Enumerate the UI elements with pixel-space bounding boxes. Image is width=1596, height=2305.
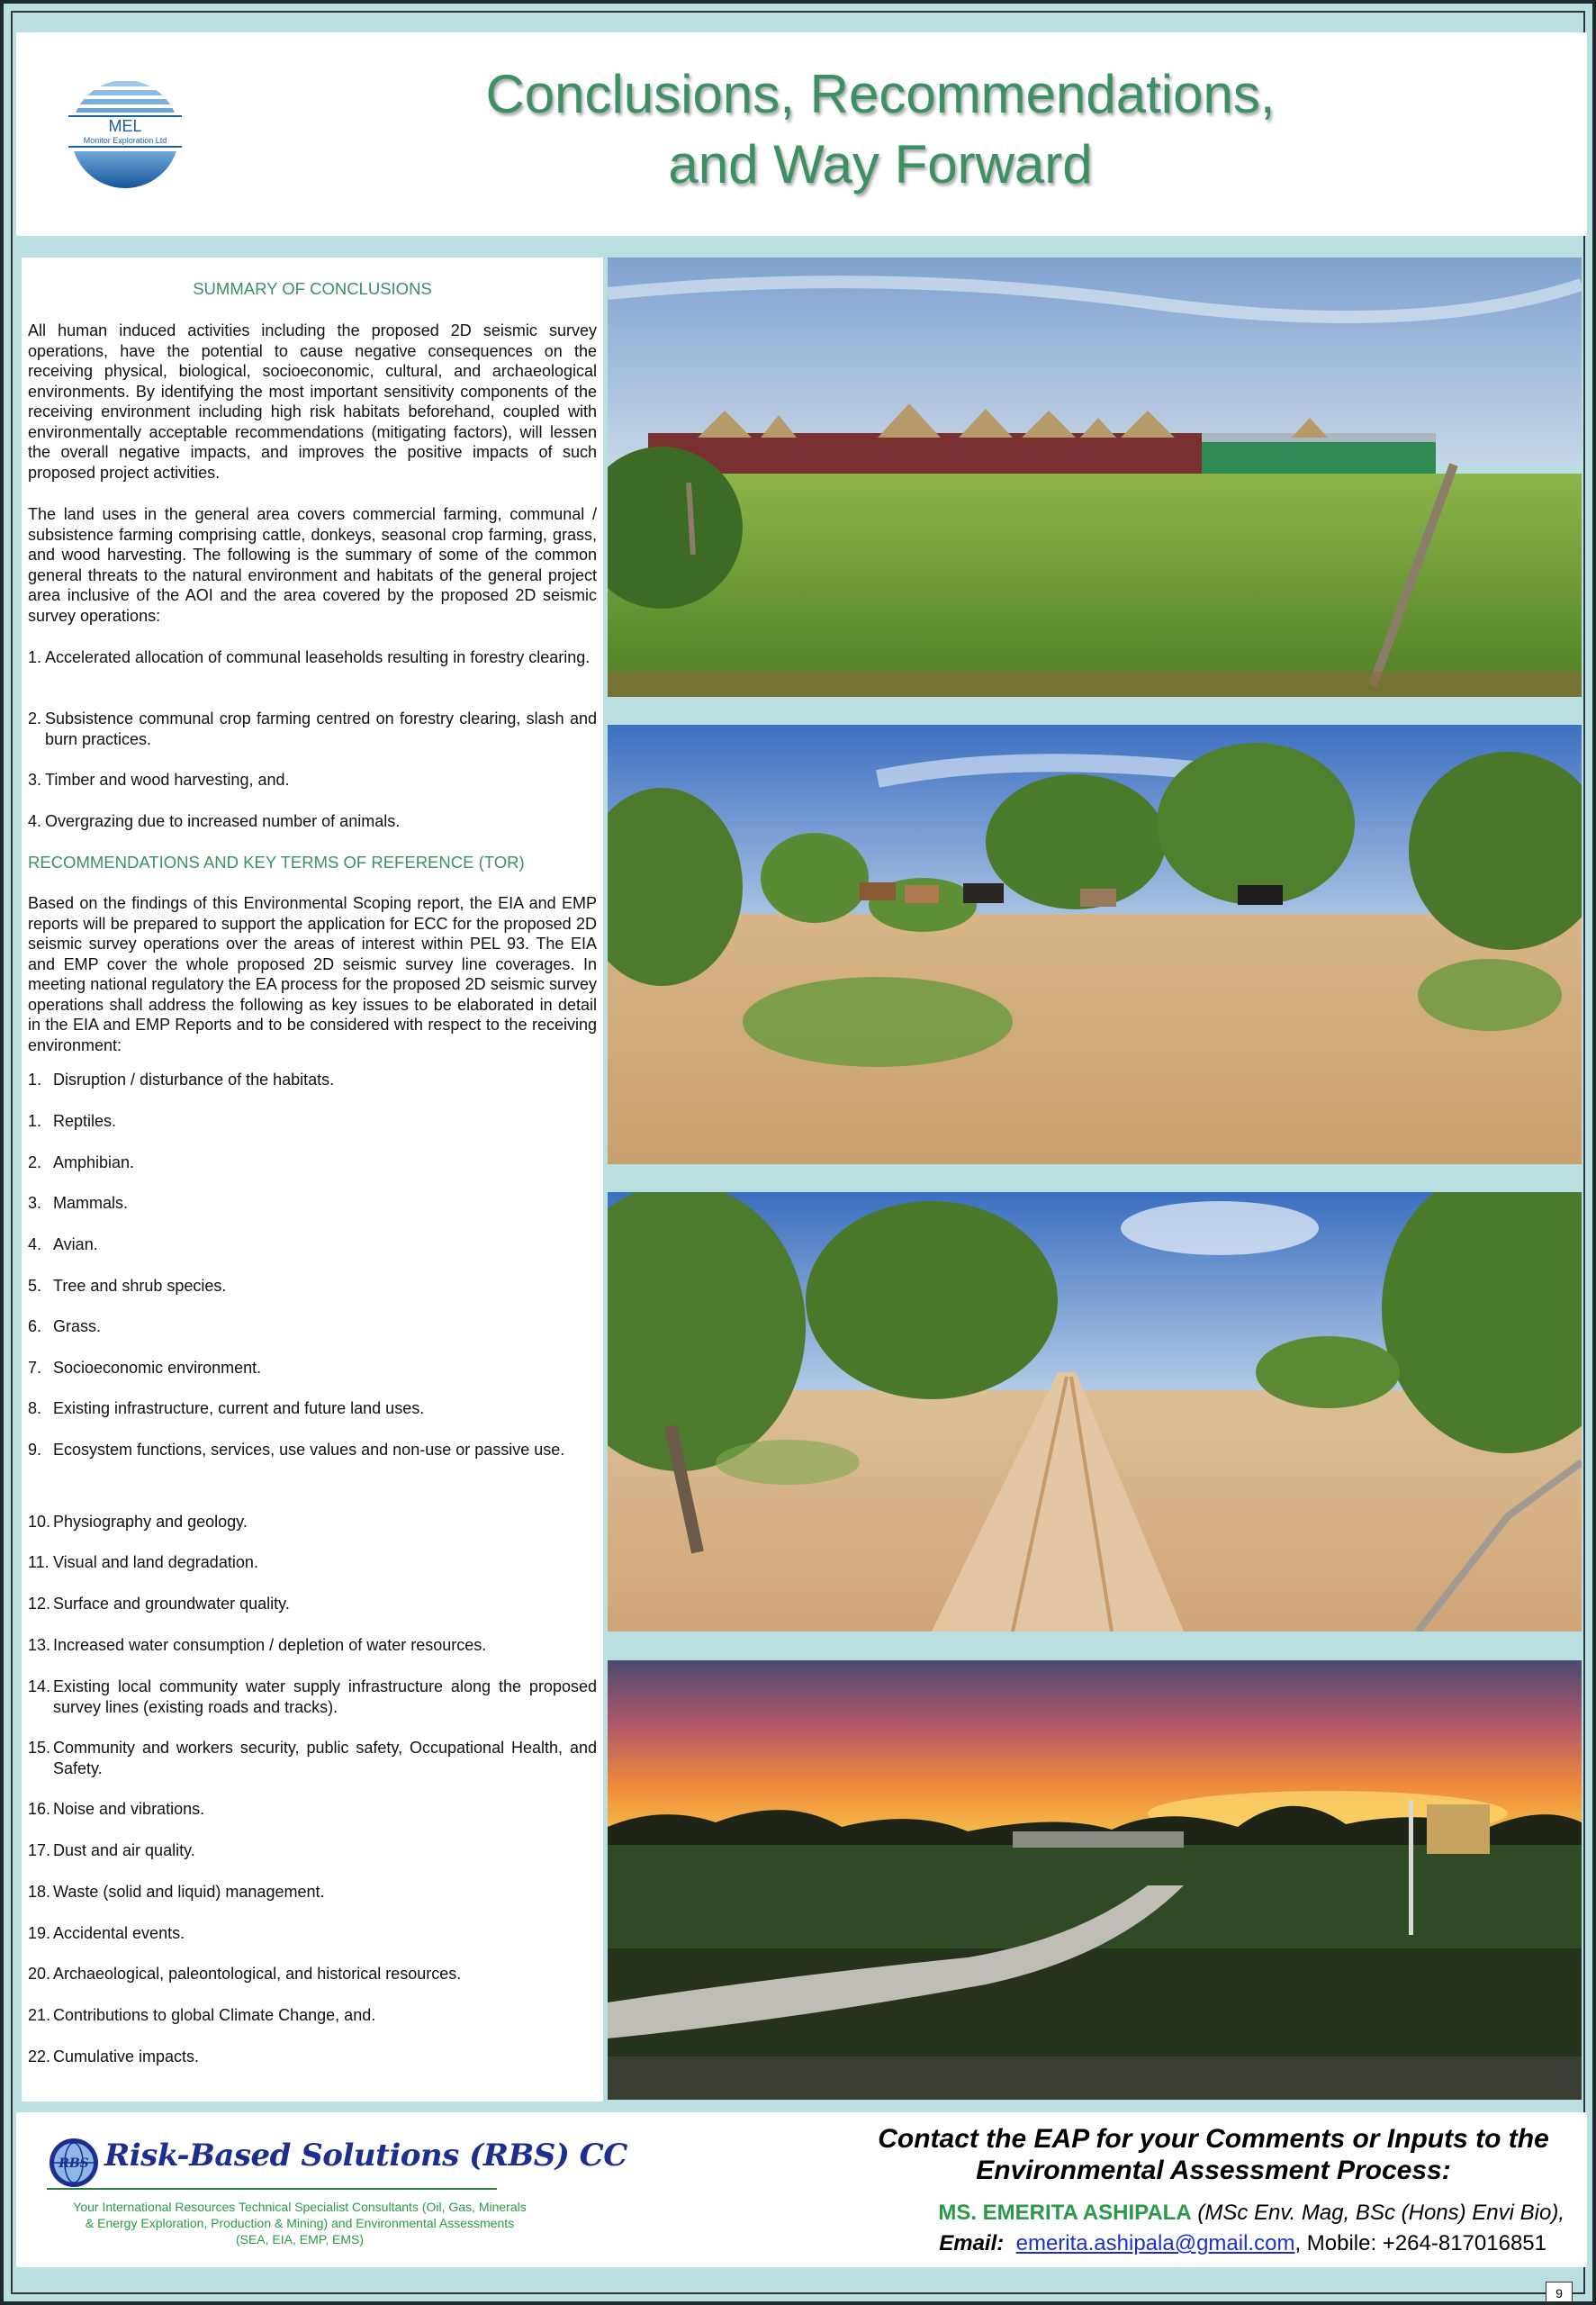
tor-item-number: 8. <box>28 1399 42 1417</box>
photo-village-crops <box>608 258 1582 697</box>
tor-item-number: 22. <box>28 2047 51 2065</box>
email-label: Email: <box>939 2231 1005 2255</box>
tor-item-number: 2. <box>28 1153 42 1171</box>
tor-item-text: Amphibian. <box>53 1153 135 1171</box>
tor-item <box>28 1840 597 1861</box>
tor-item-number: 17. <box>28 1841 51 1859</box>
tor-item-number: 1. <box>28 1071 42 1089</box>
tor-item-number: 18. <box>28 1883 51 1901</box>
tor-item <box>28 1234 597 1255</box>
tor-item <box>28 1635 597 1656</box>
tor-item-text: Visual and land degradation. <box>53 1553 258 1571</box>
contact-name: MS. EMERITA ASHIPALA <box>938 2201 1192 2225</box>
title-line-2: and Way Forward <box>668 134 1093 194</box>
tor-item-text: Existing local community water supply infrastructure along the proposed survey lines (existing roads and tracks). <box>53 1677 597 1716</box>
tor-item-number: 14. <box>28 1677 51 1695</box>
tor-item-text: Grass. <box>53 1317 102 1335</box>
tor-item <box>28 1552 597 1573</box>
tor-item <box>28 1070 597 1090</box>
page-number: 9 <box>1546 2282 1573 2305</box>
tor-item-text: Dust and air quality. <box>53 1841 195 1859</box>
photo-cattle-grazing <box>608 725 1582 1164</box>
tor-item-number: 15. <box>28 1739 51 1757</box>
tor-item-number: 1. <box>28 1112 42 1130</box>
svg-text:MEL: MEL <box>108 117 142 135</box>
tor-item-text: Noise and vibrations. <box>53 1800 205 1818</box>
tor-item-number: 12. <box>28 1595 51 1613</box>
tor-item-text: Socioeconomic environment. <box>53 1359 262 1377</box>
tor-item <box>28 1964 597 1984</box>
threat-item-1: 1. Accelerated allocation of communal leaseholds resulting in forestry clearing. <box>28 648 591 666</box>
tor-item-text: Increased water consumption / depletion of water resources. <box>53 1636 487 1654</box>
rbs-globe-icon <box>47 2136 101 2190</box>
contact-person <box>862 2201 1564 2226</box>
tor-item-number: 13. <box>28 1636 51 1654</box>
tor-item <box>28 1594 597 1614</box>
tor-item-text: Ecosystem functions, services, use values and non-use or passive use. <box>53 1441 565 1459</box>
tor-item-text: Community and workers security, public safety, Occupational Health, and Safety. <box>53 1739 597 1777</box>
contact-credentials: (MSc Env. Mag, BSc (Hons) Envi Bio), <box>1191 2201 1564 2225</box>
tor-item-text: Surface and groundwater quality. <box>53 1595 290 1613</box>
recommendations-heading: RECOMMENDATIONS AND KEY TERMS OF REFERENCE (TOR) <box>28 853 525 872</box>
svg-text:Monitor Exploration Ltd: Monitor Exploration Ltd <box>83 136 167 145</box>
rbs-company-name: Risk-Based Solutions (RBS) CC <box>104 2138 627 2174</box>
contact-details <box>862 2231 1546 2256</box>
threat-item-4: 4. Overgrazing due to increased number of animals. <box>28 812 401 830</box>
tor-item <box>28 1193 597 1214</box>
tor-item-number: 19. <box>28 1924 51 1942</box>
tor-item <box>28 2005 597 2026</box>
title-line-1: Conclusions, Recommendations, <box>485 64 1276 124</box>
rbs-tagline: Your International Resources Technical Specialist Consultants (Oil, Gas, Minerals & Energy Exploration, Production & Mining) and Environmental Assessments (SEA, EIA, EMP, EMS) <box>73 2200 527 2246</box>
tor-item-number: 5. <box>28 1277 42 1295</box>
tor-item-text: Existing infrastructure, current and future land uses. <box>53 1399 425 1417</box>
email-link[interactable]: emerita.ashipala@gmail.com <box>1015 2231 1295 2255</box>
summary-heading: SUMMARY OF CONCLUSIONS <box>193 279 432 298</box>
tor-item-text: Reptiles. <box>53 1112 117 1130</box>
footer-panel <box>16 2112 1587 2267</box>
tor-item <box>28 1799 597 1820</box>
tor-item <box>28 1316 597 1337</box>
tor-item <box>28 1882 597 1903</box>
recommendations-paragraph: Based on the findings of this Environmental Scoping report, the EIA and EMP reports will be prepared to support the application for ECC for the proposed 2D seismic survey operations over the areas of interest within PEL 93. The EIA and EMP cover the whole proposed 2D seismic survey line coverages. In meeting national regulatory the EA process for the proposed 2D seismic survey operations shall address the following as key issues to be elaborated in detail in the EIA and EMP Reports and to be considered with respect to the receiving environment: <box>28 894 597 1054</box>
tor-item-text: Disruption / disturbance of the habitats. <box>53 1071 335 1089</box>
tor-item-text: Waste (solid and liquid) management. <box>53 1883 325 1901</box>
tor-item-number: 11. <box>28 1553 50 1571</box>
tor-item-number: 10. <box>28 1513 51 1531</box>
tor-item-number: 3. <box>28 1194 42 1212</box>
tor-item-text: Tree and shrub species. <box>53 1277 227 1295</box>
tor-item <box>28 1923 597 1944</box>
tor-item <box>28 1111 597 1132</box>
tor-item <box>28 1512 597 1532</box>
header-panel <box>16 32 1587 236</box>
tor-item-text: Mammals. <box>53 1194 129 1212</box>
rbs-divider <box>47 2188 497 2190</box>
tor-item <box>28 1440 597 1460</box>
tor-item-text: Cumulative impacts. <box>53 2047 200 2065</box>
tor-item <box>28 1358 597 1378</box>
contact-heading: Contact the EAP for your Comments or Inputs to the Environmental Assessment Process: <box>878 2124 1549 2185</box>
tor-item-number: 20. <box>28 1965 51 1983</box>
mobile-number: , Mobile: +264-817016851 <box>1294 2231 1546 2255</box>
tor-item <box>28 1738 597 1778</box>
tor-item-number: 21. <box>28 2006 51 2024</box>
text-column <box>22 258 603 2102</box>
tor-item-number: 4. <box>28 1235 42 1253</box>
tor-item-text: Accidental events. <box>53 1924 185 1942</box>
tor-item <box>28 1152 597 1173</box>
tor-item <box>28 1398 597 1419</box>
mel-logo-icon <box>68 77 182 191</box>
tor-item-number: 9. <box>28 1441 42 1459</box>
svg-text:RBS: RBS <box>59 2156 89 2171</box>
tor-item-text: Avian. <box>53 1235 98 1253</box>
threat-item-2: 2. Subsistence communal crop farming centred on forestry clearing, slash and burn practices. <box>28 710 597 748</box>
tor-item <box>28 1276 597 1297</box>
tor-item-text: Archaeological, paleontological, and historical resources. <box>53 1965 462 1983</box>
tor-item-text: Contributions to global Climate Change, and. <box>53 2006 376 2024</box>
photo-sand-track <box>608 1192 1582 1632</box>
summary-paragraph-1: All human induced activities including the proposed 2D seismic survey operations, have the potential to cause negative consequences on the receiving physical, biological, socioeconomic, cultural, and archaeological environments. By identifying the most important sensitivity components of the receiving environment including high risk habitats beforehand, coupled with environmentally acceptable recommendations (mitigating factors), will lessen the overall negative impacts, and improves the positive impacts of such proposed project activities. <box>28 321 597 482</box>
threat-item-3: 3. Timber and wood harvesting, and. <box>28 771 290 789</box>
page-title <box>340 59 1420 200</box>
summary-paragraph-2: The land uses in the general area covers commercial farming, communal / subsistence farming comprising cattle, donkeys, seasonal crop farming, grass, and wood harvesting. The following is the summary of some of the common general threats to the natural environment and habitats of the general project area inclusive of the AOI and the area covered by the proposed 2D seismic survey operations: <box>28 505 597 625</box>
photo-sunset-gate <box>608 1660 1582 2100</box>
tor-item-text: Physiography and geology. <box>53 1513 248 1531</box>
tor-item-number: 6. <box>28 1317 42 1335</box>
tor-item-number: 16. <box>28 1800 51 1818</box>
tor-item <box>28 1677 597 1717</box>
tor-item <box>28 2047 597 2067</box>
tor-item-number: 7. <box>28 1359 42 1377</box>
